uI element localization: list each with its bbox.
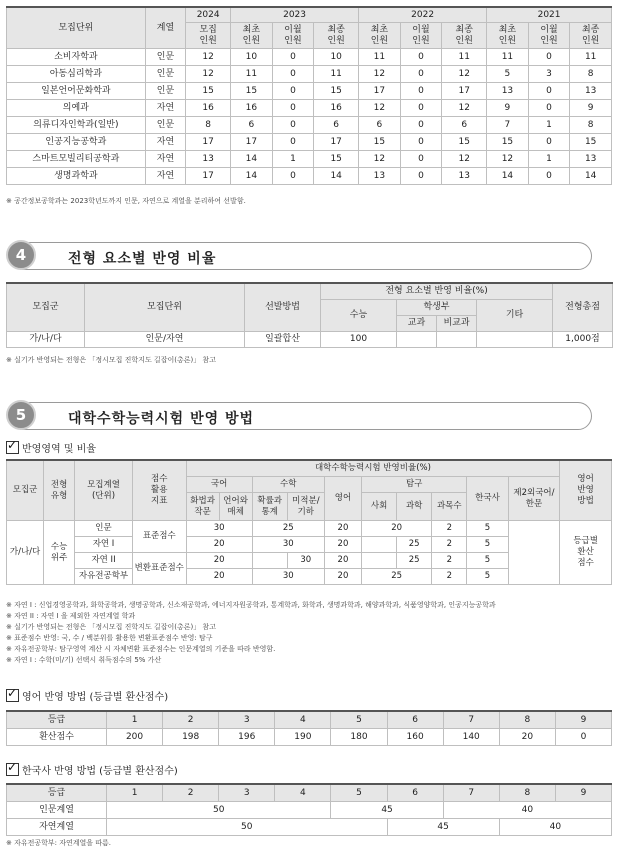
admission-history-table (6, 6, 612, 185)
sub-header: 이월 인원 (272, 23, 314, 49)
cell-value: 11 (359, 49, 401, 66)
cell-score: 200 (107, 729, 163, 746)
h-type: 전형 유형 (44, 460, 75, 521)
cell-value: 12 (359, 151, 401, 168)
cell-count: 2 (432, 553, 467, 569)
cell-value: 15 (570, 134, 612, 151)
cell-foreign (508, 521, 560, 585)
cell-group: 가/나/다 (7, 332, 85, 348)
cell-value: 0 (528, 49, 570, 66)
cell-track: 자연 (145, 168, 186, 185)
section5-banner (6, 400, 602, 432)
table-row (7, 117, 612, 134)
section-title: 전형 요소별 반영 비율 (68, 251, 217, 267)
cell-history: 5 (467, 553, 508, 569)
grade-header: 6 (387, 711, 443, 729)
cell-korean: 20 (186, 537, 252, 553)
cell-value: 0 (400, 151, 442, 168)
cell-value: 17 (186, 134, 231, 151)
cell-value: 16 (231, 100, 273, 117)
table-row (7, 168, 612, 185)
cell-value: 17 (442, 83, 487, 100)
cell-subject (397, 332, 437, 348)
cell-value: 12 (442, 151, 487, 168)
sub-header: 이월 인원 (400, 23, 442, 49)
h-i2: 과학 (397, 493, 432, 521)
section-number-badge: 4 (6, 240, 36, 270)
cell-value: 3 (528, 66, 570, 83)
sub-header: 최초 인원 (231, 23, 273, 49)
cell-score-std: 표준점수 (132, 521, 186, 553)
sub-header: 이월 인원 (528, 23, 570, 49)
h-ratio: 대학수학능력시험 반영비율(%) (186, 460, 560, 477)
cell-value: 0 (528, 100, 570, 117)
cell-math-1 (252, 553, 287, 569)
cell-unit: 아동심리학과 (7, 66, 146, 83)
cell-score: 40 (499, 819, 611, 836)
cell-track: 자연 (145, 100, 186, 117)
cell-history: 5 (467, 569, 508, 585)
cell-score: 196 (219, 729, 275, 746)
sub-header: 최초 인원 (359, 23, 401, 49)
sub-heading-text: 반영영역 및 비율 (22, 444, 96, 455)
cell-english: 20 (324, 553, 361, 569)
h-etc: 기타 (477, 300, 553, 332)
h-record: 학생부 (397, 300, 477, 316)
cell-value: 0 (400, 66, 442, 83)
h-i1: 사회 (362, 493, 397, 521)
cell-value: 6 (359, 117, 401, 134)
cell-unit: 생명과학과 (7, 168, 146, 185)
cell-value: 17 (231, 134, 273, 151)
cell-value: 8 (570, 66, 612, 83)
table-row (7, 83, 612, 100)
cell-value: 12 (442, 66, 487, 83)
h-i3: 과목수 (432, 493, 467, 521)
h-korean: 국어 (186, 477, 252, 493)
cell-math: 30 (252, 537, 324, 553)
grade-header: 3 (219, 784, 275, 802)
cell-value: 6 (231, 117, 273, 134)
cell-score: 0 (555, 729, 611, 746)
cell-score: 40 (443, 802, 611, 819)
cell-value: 14 (314, 168, 359, 185)
sub-header: 최종 인원 (314, 23, 359, 49)
table-row (7, 49, 612, 66)
cell-value: 1 (528, 117, 570, 134)
cell-unit: 스마트모빌리티공학과 (7, 151, 146, 168)
suneung-reflection-table (6, 459, 612, 585)
cell-etc (477, 332, 553, 348)
grade-header: 8 (499, 784, 555, 802)
cell-value: 0 (400, 49, 442, 66)
cell-value: 0 (400, 117, 442, 134)
cell-score: 190 (275, 729, 331, 746)
cell-value: 12 (442, 100, 487, 117)
checkbox-icon (6, 441, 19, 454)
year-header: 2024 (186, 7, 231, 23)
cell-value: 0 (272, 83, 314, 100)
cell-value: 12 (186, 49, 231, 66)
table-row (7, 66, 612, 83)
cell-value: 15 (186, 83, 231, 100)
grade-header: 9 (555, 711, 611, 729)
cell-value: 10 (231, 49, 273, 66)
cell-english: 20 (324, 521, 361, 537)
cell-value: 5 (487, 66, 529, 83)
cell-english: 20 (324, 569, 361, 585)
cell-math: 30 (252, 569, 324, 585)
year-header: 2022 (359, 7, 487, 23)
cell-unit: 인공지능공학과 (7, 134, 146, 151)
h-english-method: 영어 반영 방법 (560, 460, 612, 521)
cell-value: 11 (442, 49, 487, 66)
cell-unit: 자연 I (75, 537, 133, 553)
cell-unit: 인문 (75, 521, 133, 537)
cell-value: 14 (570, 168, 612, 185)
cell-value: 1 (272, 151, 314, 168)
cell-value: 0 (272, 49, 314, 66)
h-english: 영어 (324, 477, 361, 521)
history-score-table (6, 783, 612, 836)
h-score: 점수 활용 지표 (132, 460, 186, 521)
cell-count: 2 (432, 569, 467, 585)
grade-header: 4 (275, 784, 331, 802)
note-line: ※ 자연 I : 수학(미/기) 선택시 취득점수의 5% 가산 (6, 656, 162, 664)
cell-track: 자연 (145, 134, 186, 151)
cell-value: 6 (442, 117, 487, 134)
h-m2: 미적분/ 기하 (287, 493, 324, 521)
cell-value: 0 (528, 134, 570, 151)
sub-heading-english (6, 688, 168, 703)
cell-group: 가/나/다 (7, 521, 44, 585)
h-grade: 등급 (7, 711, 107, 729)
note-line: ※ 표준점수 반영: 국, 수 / 백분위를 활용한 변환표준점수 반영: 탐구 (6, 634, 213, 642)
cell-track: 인문 (145, 83, 186, 100)
note-line: ※ 자연 I : 신업경영공학과, 화학공학과, 생명공학과, 신소재공학과, 에너지자원공학과, 통계학과, 화학과, 생명과학과, 해양과학과, 식품영양학과, 인공지능공학과 (6, 601, 496, 609)
grade-header: 7 (443, 711, 499, 729)
cell-history: 5 (467, 537, 508, 553)
cell-value: 0 (400, 168, 442, 185)
row-label: 인문계열 (7, 802, 107, 819)
h-inquiry: 탐구 (362, 477, 467, 493)
h-method: 선발방법 (245, 283, 321, 332)
sub-header: 최종 인원 (570, 23, 612, 49)
grade-header: 8 (499, 711, 555, 729)
cell-unit: 자유전공학부 (75, 569, 133, 585)
cell-score: 140 (443, 729, 499, 746)
note-line: ※ 자유전공학부: 탐구영역 계산 시 자체변환 표준점수는 인문계열의 기준을 따라 반영함. (6, 645, 276, 653)
h-grade: 등급 (7, 784, 107, 802)
h-k1: 화법과 작문 (186, 493, 219, 521)
sub-header: 최종 인원 (442, 23, 487, 49)
col-unit-header: 모집단위 (7, 7, 146, 49)
table-row (7, 134, 612, 151)
cell-value: 11 (487, 49, 529, 66)
sub-header: 최초 인원 (487, 23, 529, 49)
cell-value: 0 (400, 83, 442, 100)
cell-value: 1 (528, 151, 570, 168)
section-number-badge: 5 (6, 400, 36, 430)
h-math: 수학 (252, 477, 324, 493)
h-ratio: 전형 요소별 반영 비율(%) (321, 283, 553, 300)
year-header: 2023 (231, 7, 359, 23)
cell-count: 2 (432, 537, 467, 553)
h-subject: 교과 (397, 316, 437, 332)
english-score-table (6, 710, 612, 746)
cell-english-method: 등급별 환산 점수 (560, 521, 612, 585)
cell-korean: 20 (186, 553, 252, 569)
cell-value: 17 (186, 168, 231, 185)
h-unit: 모집단위 (85, 283, 245, 332)
cell-unit: 의예과 (7, 100, 146, 117)
cell-value: 8 (570, 117, 612, 134)
row-label: 자연계열 (7, 819, 107, 836)
cell-score: 45 (331, 802, 443, 819)
h-group: 모집군 (7, 460, 44, 521)
grade-header: 5 (331, 711, 387, 729)
grade-header: 7 (443, 784, 499, 802)
cell-track: 인문 (145, 49, 186, 66)
sub-heading-text: 한국사 반영 방법 (등급별 환산점수) (22, 766, 178, 777)
cell-inquiry-social (362, 537, 397, 553)
h-m1: 확률과 통계 (252, 493, 287, 521)
cell-value: 0 (272, 168, 314, 185)
cell-type: 수능 위주 (44, 521, 75, 585)
h-foreign: 제2외국어/ 한문 (508, 477, 560, 521)
cell-value: 16 (314, 100, 359, 117)
cell-score: 180 (331, 729, 387, 746)
cell-value: 15 (487, 134, 529, 151)
history-note: ※ 자유전공학부: 자연계열을 따름. (6, 839, 112, 847)
table1-note: ※ 공간정보공학과는 2023학년도까지 인문, 자연으로 계열을 분리하여 선발함. (6, 197, 246, 205)
cell-inquiry: 25 (397, 537, 432, 553)
cell-value: 12 (359, 100, 401, 117)
h-k2: 언어와 매체 (219, 493, 252, 521)
cell-value: 14 (231, 168, 273, 185)
grade-header: 6 (387, 784, 443, 802)
h-score: 환산점수 (7, 729, 107, 746)
grade-header: 2 (163, 711, 219, 729)
cell-score: 50 (107, 819, 388, 836)
cell-method: 일괄합산 (245, 332, 321, 348)
note-line: ※ 자연 II : 자연 I 을 제외한 자연계열 학과 (6, 612, 136, 620)
section4-banner (6, 240, 602, 272)
cell-unit: 일본언어문화학과 (7, 83, 146, 100)
cell-value: 11 (231, 66, 273, 83)
grade-header: 9 (555, 784, 611, 802)
cell-track: 인문 (145, 66, 186, 83)
cell-nonsubject (437, 332, 477, 348)
cell-score: 50 (107, 802, 331, 819)
grade-header: 1 (107, 784, 163, 802)
cell-value: 0 (400, 100, 442, 117)
cell-value: 17 (359, 83, 401, 100)
cell-suneung: 100 (321, 332, 397, 348)
grade-header: 1 (107, 711, 163, 729)
note-line: ※ 실기가 반영되는 전형은 「정시모집 진학지도 길잡이(총론)」 참고 (6, 623, 216, 631)
grade-header: 5 (331, 784, 387, 802)
h-history: 한국사 (467, 477, 508, 521)
selection-ratio-table (6, 282, 613, 348)
section-title: 대학수학능력시험 반영 방법 (68, 411, 255, 427)
cell-track: 자연 (145, 151, 186, 168)
cell-score: 198 (163, 729, 219, 746)
checkbox-icon (6, 689, 19, 702)
cell-unit: 인문/자연 (85, 332, 245, 348)
cell-inquiry-social (362, 553, 397, 569)
year-header: 2021 (487, 7, 612, 23)
cell-value: 15 (442, 134, 487, 151)
grade-header: 4 (275, 711, 331, 729)
cell-value: 15 (314, 151, 359, 168)
sub-heading-text: 영어 반영 방법 (등급별 환산점수) (22, 692, 169, 703)
cell-score-conv: 변환표준점수 (132, 553, 186, 585)
cell-value: 17 (314, 134, 359, 151)
cell-value: 0 (400, 134, 442, 151)
cell-value: 0 (272, 134, 314, 151)
cell-inquiry: 20 (362, 521, 432, 537)
table-row (7, 151, 612, 168)
cell-math: 25 (252, 521, 324, 537)
grade-header: 3 (219, 711, 275, 729)
cell-count: 2 (432, 521, 467, 537)
cell-value: 13 (487, 83, 529, 100)
cell-track: 인문 (145, 117, 186, 134)
cell-score: 45 (387, 819, 499, 836)
cell-inquiry: 25 (397, 553, 432, 569)
cell-value: 0 (272, 66, 314, 83)
cell-value: 0 (528, 168, 570, 185)
cell-value: 7 (487, 117, 529, 134)
cell-value: 15 (314, 83, 359, 100)
cell-value: 6 (314, 117, 359, 134)
cell-value: 16 (186, 100, 231, 117)
cell-english: 20 (324, 537, 361, 553)
cell-history: 5 (467, 521, 508, 537)
cell-value: 14 (487, 168, 529, 185)
cell-value: 12 (487, 151, 529, 168)
cell-value: 13 (359, 168, 401, 185)
cell-value: 11 (314, 66, 359, 83)
cell-math: 30 (287, 553, 324, 569)
grade-header: 2 (163, 784, 219, 802)
cell-value: 15 (359, 134, 401, 151)
sub-heading-history (6, 762, 178, 777)
table-row (7, 100, 612, 117)
cell-value: 9 (487, 100, 529, 117)
cell-value: 9 (570, 100, 612, 117)
cell-unit: 소비자학과 (7, 49, 146, 66)
cell-value: 8 (186, 117, 231, 134)
cell-value: 0 (272, 100, 314, 117)
cell-value: 10 (314, 49, 359, 66)
h-unit: 모집계열 (단위) (75, 460, 133, 521)
cell-value: 13 (186, 151, 231, 168)
cell-value: 12 (186, 66, 231, 83)
cell-value: 11 (570, 49, 612, 66)
cell-value: 13 (570, 83, 612, 100)
cell-score: 160 (387, 729, 443, 746)
cell-inquiry: 25 (362, 569, 432, 585)
sub-header: 모집 인원 (186, 23, 231, 49)
cell-korean: 20 (186, 569, 252, 585)
sub-heading-reflection (6, 440, 96, 455)
checkbox-icon (6, 763, 19, 776)
cell-value: 15 (231, 83, 273, 100)
h-nonsubject: 비교과 (437, 316, 477, 332)
cell-value: 0 (528, 83, 570, 100)
cell-unit: 의류디자인학과(일반) (7, 117, 146, 134)
h-group: 모집군 (7, 283, 85, 332)
cell-korean: 30 (186, 521, 252, 537)
col-track-header: 계열 (145, 7, 186, 49)
cell-score: 20 (499, 729, 555, 746)
cell-unit: 자연 II (75, 553, 133, 569)
cell-value: 12 (359, 66, 401, 83)
h-total: 전형총점 (553, 283, 613, 332)
cell-value: 14 (231, 151, 273, 168)
cell-value: 13 (442, 168, 487, 185)
h-suneung: 수능 (321, 300, 397, 332)
cell-value: 13 (570, 151, 612, 168)
cell-value: 0 (272, 117, 314, 134)
section4-note: ※ 실기가 반영되는 전형은 「정시모집 진학지도 길잡이(총론)」 참고 (6, 356, 216, 364)
cell-total: 1,000점 (553, 332, 613, 348)
